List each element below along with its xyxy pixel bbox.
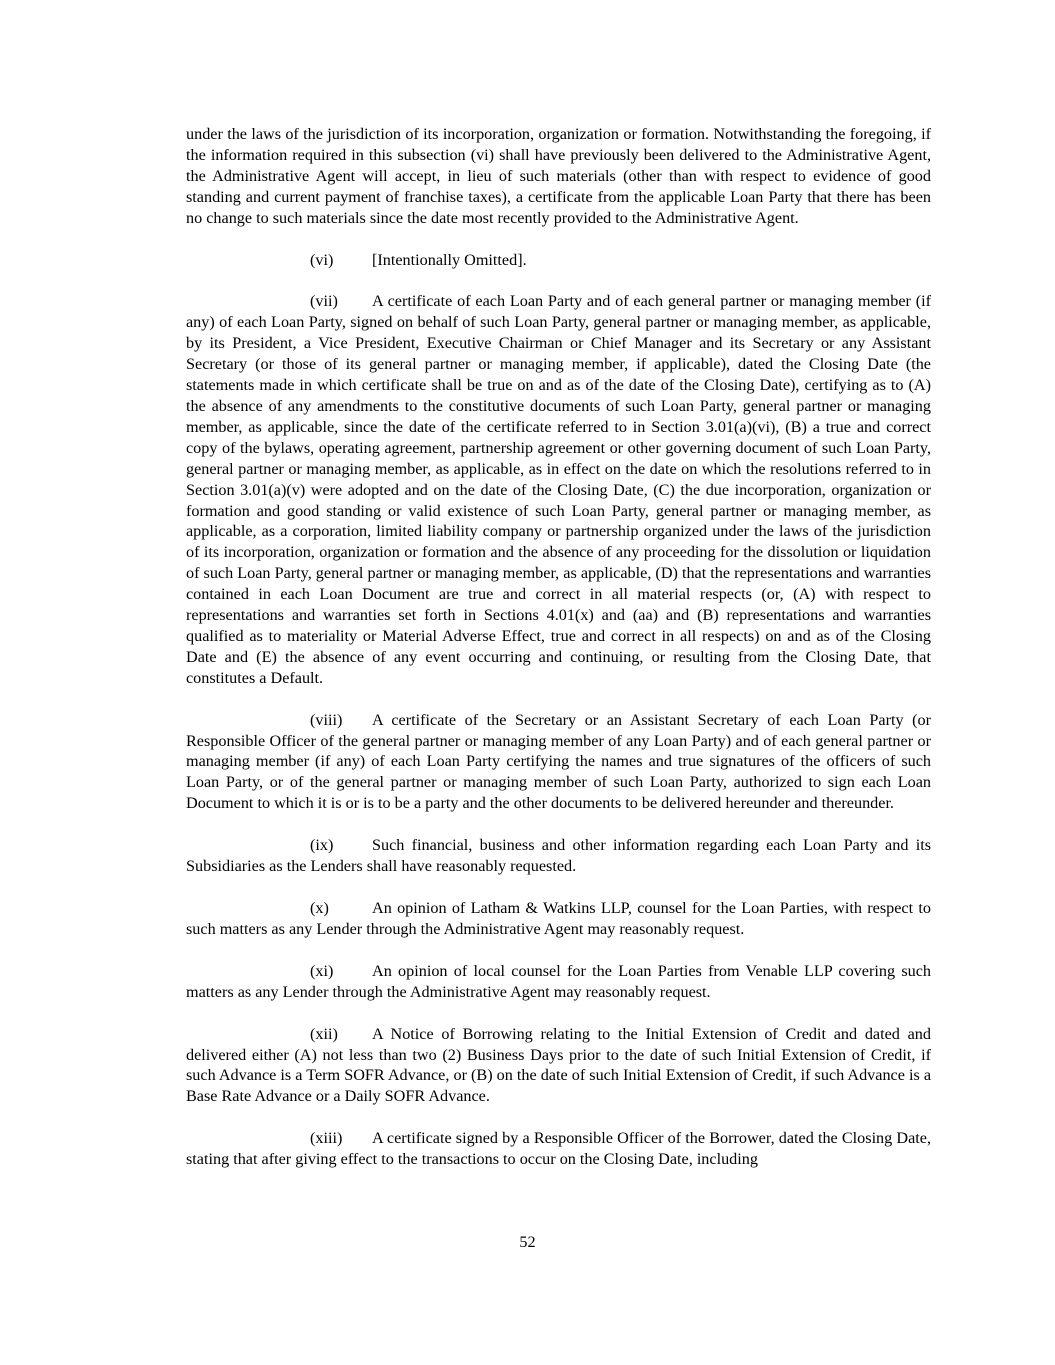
list-item bbox=[186, 898, 931, 940]
list-item bbox=[186, 1128, 931, 1170]
item-number: (xi) bbox=[310, 961, 334, 980]
item-text: A certificate signed by a Responsible Officer of the Borrower, dated the Closing Date, stating that after giving effect to the transactions to occur on the Closing Date, including bbox=[186, 1129, 931, 1169]
list-item bbox=[186, 291, 931, 688]
page-number: 52 bbox=[519, 1233, 536, 1251]
item-text: [Intentionally Omitted]. bbox=[372, 250, 527, 269]
item-number: (xiii) bbox=[310, 1129, 343, 1148]
item-number: (x) bbox=[310, 899, 329, 917]
item-number: (ix) bbox=[310, 836, 334, 855]
list-item bbox=[186, 250, 931, 271]
list-item bbox=[186, 1024, 931, 1108]
item-text: Such financial, business and other information regarding each Loan Party and its Subsidiaries as the Lenders shall have reasonably requested. bbox=[186, 836, 931, 876]
item-text: An opinion of local counsel for the Loan Parties from Venable LLP covering such matters as any Lender through the Administrative Agent may reasonably request. bbox=[186, 961, 931, 1001]
item-text: A certificate of the Secretary or an Assistant Secretary of each Loan Party (or Responsible Officer of the general partner or managing member of any Loan Party) and of each general partner or managing member (if any) of each Loan Party certifying the names and true signatures of the officers of such Loan Party, or of the general partner or managing member of such Loan Party, authorized to sign each Loan Document to which it is or is to be a party and the other documents to be delivered hereunder and thereunder. bbox=[186, 710, 931, 813]
item-number: (viii) bbox=[310, 710, 343, 729]
list-item bbox=[186, 710, 931, 815]
list-item bbox=[186, 835, 931, 877]
item-number: (vii) bbox=[310, 292, 338, 311]
list-item bbox=[186, 961, 931, 1003]
item-text: An opinion of Latham & Watkins LLP, counsel for the Loan Parties, with respect to such matters as any Lender through the Administrative Agent may reasonably request. bbox=[186, 899, 931, 938]
item-number: (vi) bbox=[310, 250, 334, 269]
document-body bbox=[186, 124, 931, 1170]
item-text: A certificate of each Loan Party and of each general partner or managing member (if any) of each Loan Party, signed on behalf of such Loan Party, general partner or managing member, as applicable, by its President, a Vice President, Executive Chairman or Chief Manager and its Secretary or any Assistant Secretary (or those of its general partner or managing member, if applicable), dated the Closing Date (the statements made in which certificate shall be true on and as of the date of the Closing Date), certifying as to (A) the absence of any amendments to the constitutive documents of such Loan Party, general partner or managing member, as applicable, since the date of the certificate referred to in Section 3.01(a)(vi), (B) a true and correct copy of the bylaws, operating agreement, partnership agreement or other governing document of such Loan Party, general partner or managing member, as applicable, as in effect on the date on which the resolutions referred to in Section 3.01(a)(v) were adopted and on the date of the Closing Date, (C) the due incorporation, organization or formation and good standing or valid existence of such Loan Party, general partner or managing member, as applicable, as a corporation, limited liability company or partnership organized under the laws of the jurisdiction of its incorporation, organization or formation and the absence of any proceeding for the dissolution or liquidation of such Loan Party, general partner or managing member, as applicable, (D) that the representations and warranties contained in each Loan Document are true and correct in all material respects (or, (A) with respect to representations and warranties set forth in Sections 4.01(x) and (aa) and (B) representations and warranties qualified as to materiality or Material Adverse Effect, true and correct in all respects) on and as of the Closing Date and (E) the absence of any event occurring and continuing, or resulting from the Closing Date, that constitutes a Default. bbox=[186, 292, 931, 687]
item-text: A Notice of Borrowing relating to the Initial Extension of Credit and dated and delivered either (A) not less than two (2) Business Days prior to the date of such Initial Extension of Credit, if such Advance is a Term SOFR Advance, or (B) on the date of such Initial Extension of Credit, if such Advance is a Base Rate Advance or a Daily SOFR Advance. bbox=[186, 1024, 931, 1106]
item-number: (xii) bbox=[310, 1024, 338, 1043]
intro-paragraph: under the laws of the jurisdiction of its incorporation, organization or formation. Notwithstanding the foregoing, if the information required in this subsection (vi) shall have previously been delivered to the Administrative Agent, the Administrative Agent will accept, in lieu of such materials (other than with respect to evidence of good standing and current payment of franchise taxes), a certificate from the applicable Loan Party that there has been no change to such materials since the date most recently provided to the Administrative Agent. bbox=[186, 125, 931, 227]
